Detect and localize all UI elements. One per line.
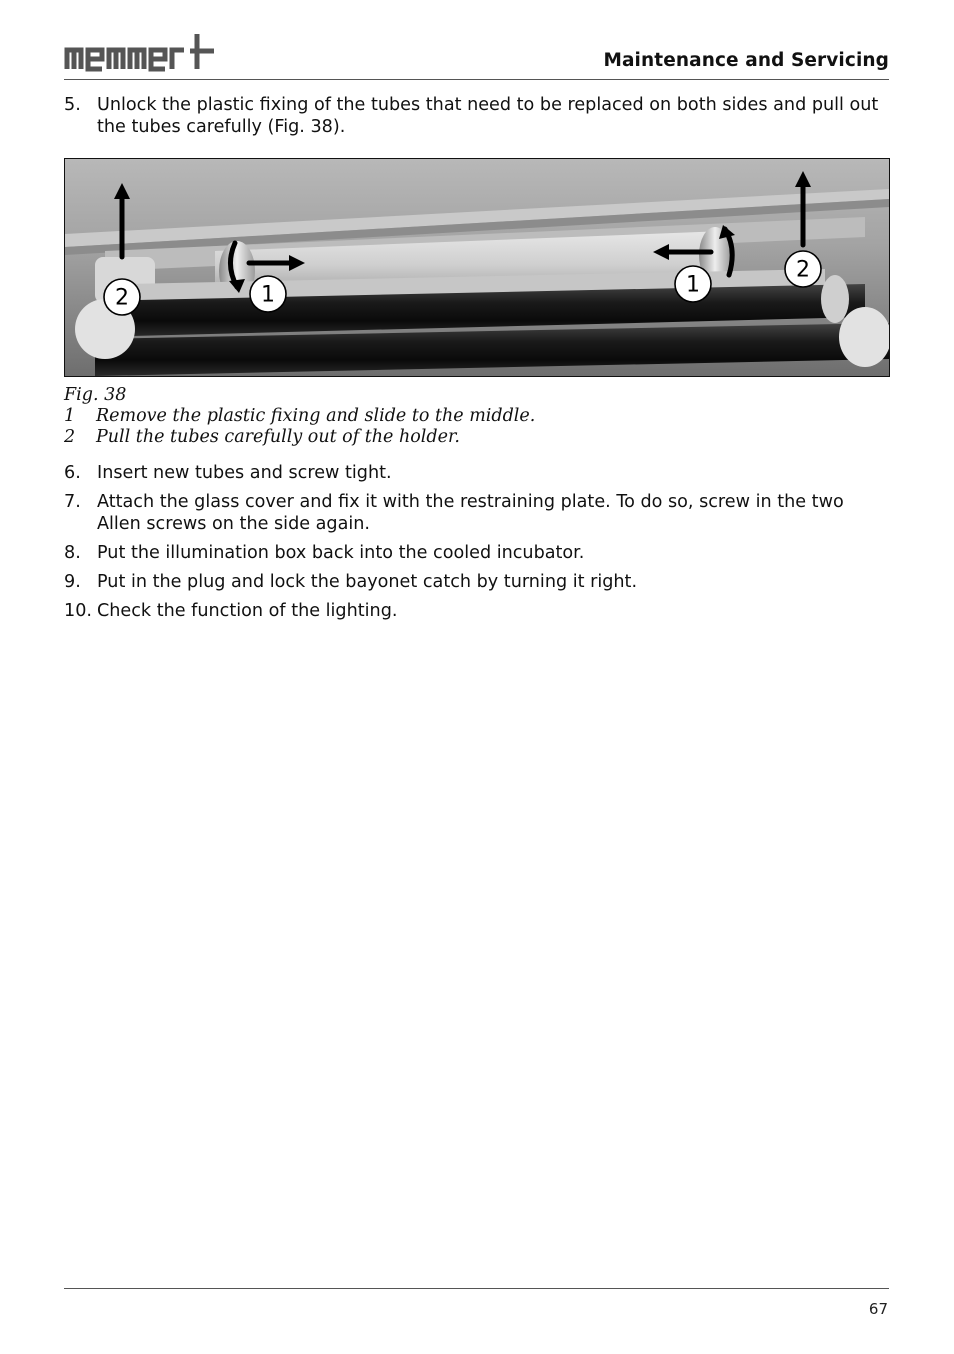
step-text: Put the illumination box back into the cooled incubator. bbox=[97, 543, 585, 563]
legend-text: Pull the tubes carefully out of the holder. bbox=[96, 427, 460, 447]
section-title: Maintenance and Servicing bbox=[603, 50, 889, 71]
step-item bbox=[64, 462, 890, 484]
step-number: 7. bbox=[64, 492, 81, 512]
callout-label: 2 bbox=[115, 285, 129, 311]
step-text: Put in the plug and lock the bayonet catch by turning it right. bbox=[97, 572, 638, 592]
step-number: 6. bbox=[64, 463, 81, 483]
step-number: 10. bbox=[64, 601, 92, 621]
steps-list-before bbox=[64, 94, 890, 138]
callout-label: 1 bbox=[686, 272, 700, 298]
footer-divider bbox=[64, 1288, 889, 1289]
step-text: Attach the glass cover and fix it with the restraining plate. To do so, screw in the two Allen screws on the side again. bbox=[97, 492, 844, 534]
step-item bbox=[64, 94, 890, 138]
legend-number: 1 bbox=[64, 406, 76, 426]
caption-legend-item bbox=[64, 427, 890, 448]
lighting-tubes-illustration bbox=[65, 159, 889, 376]
step-text: Check the function of the lighting. bbox=[97, 601, 398, 621]
step-text: Unlock the plastic fixing of the tubes that need to be replaced on both sides and pull out the tubes carefully (Fig. 38). bbox=[97, 95, 879, 137]
steps-list-after bbox=[64, 462, 890, 629]
step-item bbox=[64, 542, 890, 564]
legend-text: Remove the plastic fixing and slide to the middle. bbox=[96, 406, 536, 426]
step-number: 9. bbox=[64, 572, 81, 592]
step-item bbox=[64, 571, 890, 593]
figure-38-photo bbox=[64, 158, 890, 377]
step-number: 5. bbox=[64, 95, 81, 115]
step-item bbox=[64, 600, 890, 622]
callout-label: 2 bbox=[796, 257, 810, 283]
figure-caption bbox=[64, 385, 890, 448]
page-number: 67 bbox=[868, 1300, 888, 1318]
header-divider bbox=[64, 79, 889, 80]
callout-label: 1 bbox=[261, 282, 275, 308]
legend-number: 2 bbox=[64, 427, 76, 447]
memmert-logo bbox=[64, 32, 216, 72]
step-item bbox=[64, 491, 890, 535]
caption-legend-item bbox=[64, 406, 890, 427]
step-number: 8. bbox=[64, 543, 81, 563]
caption-title: Fig. 38 bbox=[64, 385, 127, 405]
step-text: Insert new tubes and screw tight. bbox=[97, 463, 392, 483]
